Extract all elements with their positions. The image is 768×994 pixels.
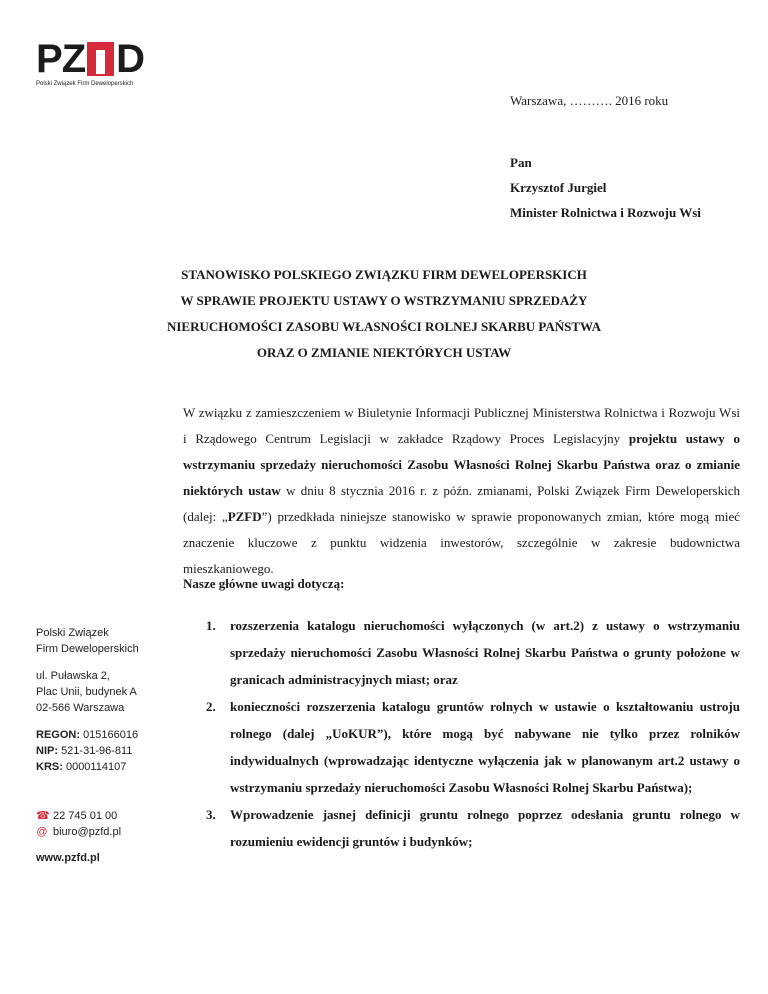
list-item-number: 1. [206,618,216,633]
address-line: Plac Unii, budynek A [36,686,137,698]
list-item-number: 3. [206,807,216,822]
title-line: W SPRAWIE PROJEKTU USTAWY O WSTRZYMANIU SPRZEDAŻY [180,293,588,308]
addressee-name: Krzysztof Jurgiel [510,180,607,195]
logo-letter-z: Z [61,37,86,81]
main-points-list [206,612,740,855]
website-link[interactable]: www.pzfd.pl [36,852,100,864]
email-icon: @ [36,826,48,838]
list-item [206,612,740,693]
addressee-block [510,150,701,225]
addressee-position: Minister Rolnictwa i Rozwoju Wsi [510,205,701,220]
org-name-line: Firm Deweloperskich [36,643,139,655]
org-name-line: Polski Związek [36,627,109,639]
krs-label: KRS: [36,761,63,773]
intro-bold-bill-name: projektu ustawy o wstrzymaniu sprzedaży nieruchomości Zasobu Własności Rolnej Skarbu Państwa oraz o zmianie niektórych ustaw [183,431,740,498]
address-line: ul. Puławska 2, [36,670,110,682]
list-item-text: rozszerzenia katalogu nieruchomości wyłączonych (w art.2) z ustawy o wstrzymaniu sprzedaży nieruchomości Zasobu Własności Rolnej Skarbu Państwa o grunty położone w granicach administracyjnych miast; oraz [230,618,740,687]
list-item-text: konieczności rozszerzenia katalogu gruntów rolnych w ustawie o kształtowaniu ustroju rolnego (dalej „UoKUR”), które mogą być nabywane nie tylko przez rolników indywidualnych (wprowadzając identyczne wyłączenia jak w planowanym art.2 ustawy o wstrzymaniu sprzedaży nieruchomości Zasobu Własności Rolnej Skarbu Państwa); [230,699,740,795]
pzfd-logo [36,37,156,92]
intro-bold-abbrev: PZFD [227,509,262,524]
regon-value: 015166016 [83,729,139,741]
regon-label: REGON: [36,729,80,741]
list-item-text: Wprowadzenie jasnej definicji gruntu rolnego poprzez odesłania gruntu rolnego w rozumieniu ewidencji gruntów i budynków; [230,807,740,849]
address-line: 02-566 Warszawa [36,702,125,714]
addressee-salutation: Pan [510,155,532,170]
logo-subtitle: Polski Związek Firm Deweloperskich [36,81,134,87]
title-line: ORAZ O ZMIANIE NIEKTÓRYCH USTAW [256,345,512,360]
phone-number: 22 745 01 00 [53,810,118,822]
list-item-number: 2. [206,699,216,714]
email-row [36,824,176,840]
regon-row [36,727,176,743]
logo-mark [36,37,156,81]
nip-row [36,743,176,759]
document-title [100,262,668,366]
intro-text: w dniu 8 stycznia 2016 r. z późn. zmianami, Polski Związek Firm Deweloperskich (dalej: „ [183,483,740,524]
title-line: NIERUCHOMOŚCI ZASOBU WŁASNOŚCI ROLNEJ SKARBU PAŃSTWA [166,319,601,334]
logo-door-icon [87,42,114,76]
krs-value: 0000114107 [65,761,127,773]
logo-letter-d: D [116,37,145,81]
logo-letter-p: P [36,37,62,81]
intro-paragraph [183,400,740,582]
nip-value: 521-31-96-811 [61,745,133,757]
main-points-heading: Nasze główne uwagi dotyczą: [183,576,345,591]
list-item [206,693,740,801]
email-address[interactable]: biuro@pzfd.pl [53,826,122,838]
list-item [206,801,740,855]
intro-text: ”) przedkłada niniejsze stanowisko w sprawie proponowanych zmian, które mogą mieć znaczenie kluczowe z punktu widzenia inwestorów, szczególnie w zakresie budownictwa mieszkaniowego. [183,509,740,576]
phone-row [36,808,176,824]
krs-row [36,759,176,775]
nip-label: NIP: [36,745,58,757]
title-line: STANOWISKO POLSKIEGO ZWIĄZKU FIRM DEWELOPERSKICH [181,267,587,282]
phone-icon: ☎ [36,810,50,822]
place-date: Warszawa, ………. 2016 roku [510,93,669,108]
contact-sidebar [36,625,176,866]
intro-text: W związku z zamieszczeniem w Biuletynie Informacji Publicznej Ministerstwa Rolnictwa i Rozwoju Wsi i Rządowego Centrum Legislacji w zakładce Rządowy Proces Legislacyjny [183,405,740,446]
